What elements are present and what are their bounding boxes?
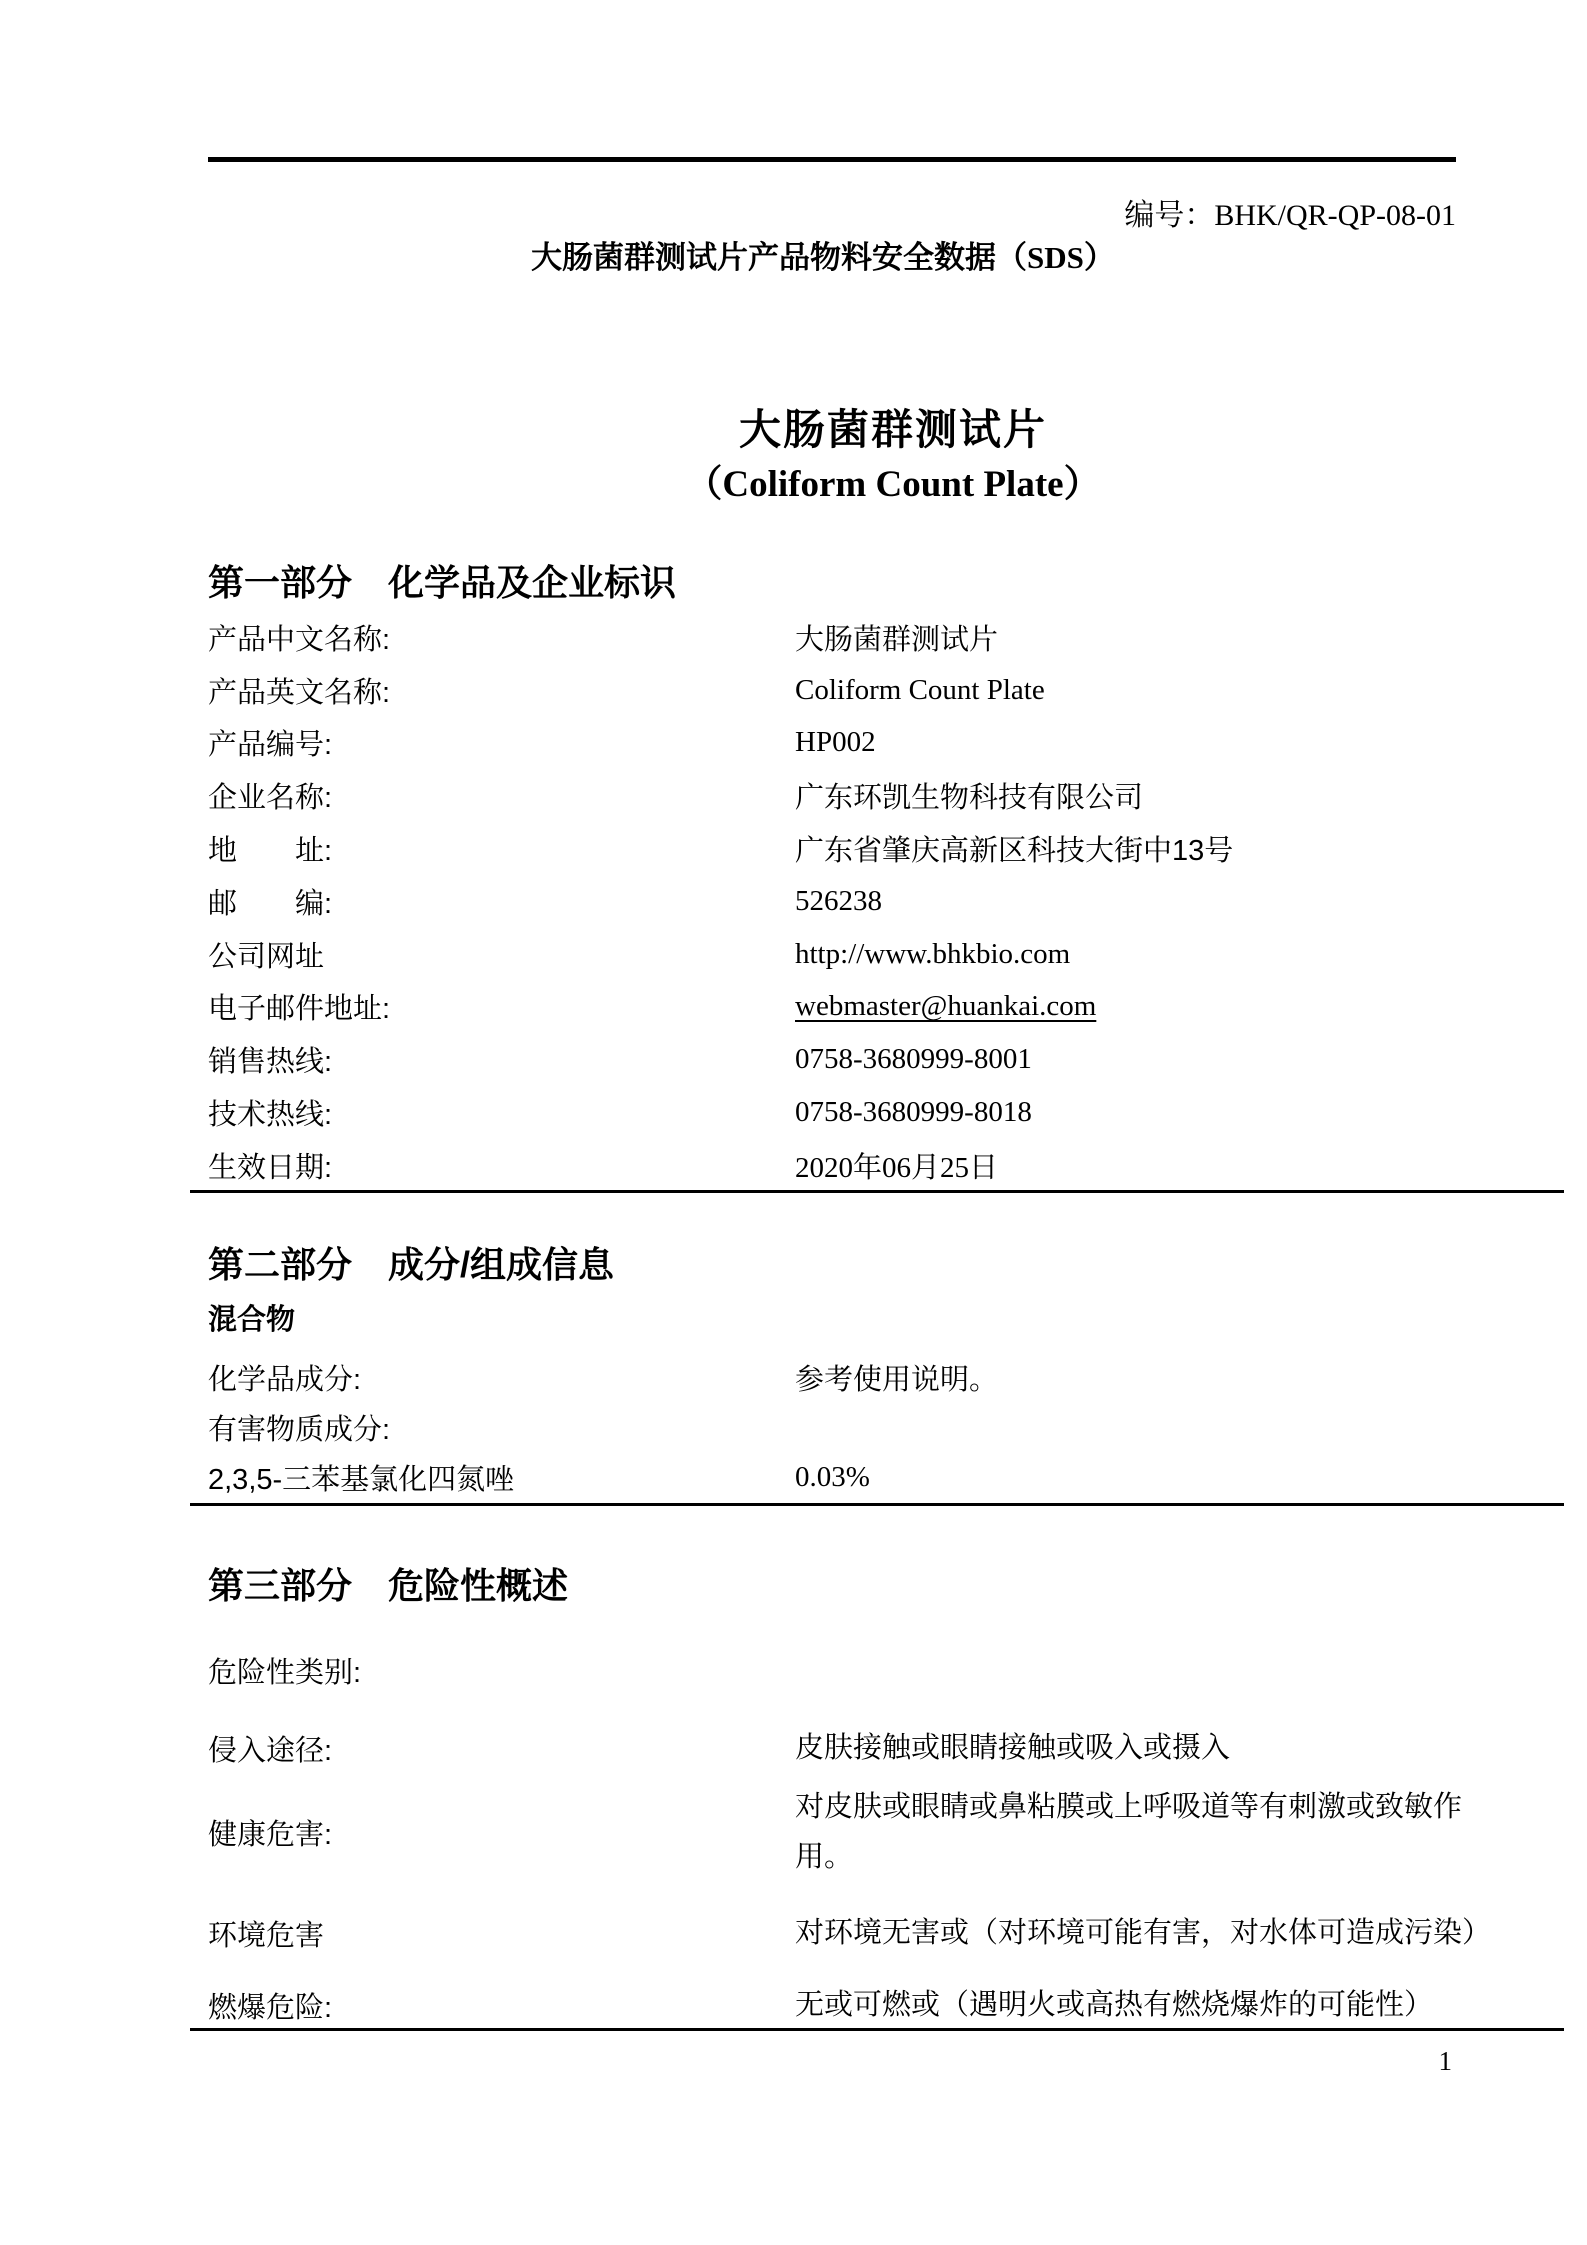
field-row-product-name-en	[208, 664, 1568, 717]
product-title-en: （Coliform Count Plate）	[685, 464, 1101, 505]
field-row-postcode	[208, 875, 1568, 928]
field-label: 燃爆危险:	[208, 1991, 333, 2024]
field-value: HP002	[795, 726, 876, 759]
product-title-cn: 大肠菌群测试片	[738, 406, 1047, 453]
field-row-tech-hotline	[208, 1086, 1568, 1139]
footer-divider	[190, 2028, 1564, 2031]
field-row-effective-date	[208, 1139, 1568, 1192]
field-row-fire-explosion-hazard	[208, 1980, 1568, 2030]
field-row-entry-routes	[208, 1723, 1568, 1773]
field-row-website	[208, 928, 1568, 981]
section1-heading: 第一部分 化学品及企业标识	[208, 562, 677, 603]
field-row-hazardous-components	[208, 1402, 1568, 1452]
section-divider	[190, 1503, 1564, 1506]
field-value: 526238	[795, 884, 882, 917]
field-label: 公司网址	[208, 940, 325, 973]
field-label: 技术热线:	[208, 1099, 333, 1132]
section2-rows	[208, 1352, 1568, 1502]
field-row-environment-hazard	[208, 1908, 1568, 1958]
field-row-hazard-category	[208, 1645, 1568, 1695]
section-divider	[190, 1190, 1564, 1193]
field-value	[795, 1782, 1462, 1882]
title-block	[208, 402, 1578, 512]
field-row-address	[208, 822, 1568, 875]
field-value-line1: 对皮肤或眼睛或鼻粘膜或上呼吸道等有刺激或致敏作	[795, 1791, 1463, 1823]
field-row-ttc-component	[208, 1452, 1568, 1502]
section2-subheading: 混合物	[208, 1304, 296, 1336]
field-label: 产品编号:	[208, 729, 333, 762]
field-value: 2020年06月25日	[795, 1151, 999, 1184]
field-value: 大肠菌群测试片	[795, 623, 999, 656]
field-row-product-code	[208, 717, 1568, 770]
email-link[interactable]: webmaster@huankai.com	[795, 990, 1097, 1023]
field-value: 0758-3680999-8001	[795, 1043, 1032, 1076]
field-value: Coliform Count Plate	[795, 673, 1045, 706]
field-label: 2,3,5-三苯基氯化四氮唑	[208, 1463, 515, 1496]
field-row-health-hazard	[208, 1782, 1568, 1882]
field-label: 生效日期:	[208, 1151, 333, 1184]
header-rule	[208, 157, 1456, 162]
field-value: 0.03%	[795, 1460, 870, 1493]
field-label: 环境危害	[208, 1919, 325, 1952]
section3-heading: 第三部分 危险性概述	[208, 1565, 569, 1606]
field-label: 危险性类别:	[208, 1656, 362, 1689]
doc-subtitle: 大肠菌群测试片产品物料安全数据（SDS）	[531, 240, 1115, 275]
page-number: 1	[1438, 2046, 1452, 2076]
field-row-company-name	[208, 769, 1568, 822]
field-value: 对环境无害或（对环境可能有害，对水体可造成污染）	[795, 1917, 1492, 1949]
field-value: 皮肤接触或眼睛接触或吸入或摄入	[795, 1732, 1231, 1764]
field-label: 邮 编:	[208, 887, 333, 920]
field-value: 0758-3680999-8018	[795, 1096, 1032, 1129]
field-value-line2: 用。	[795, 1841, 854, 1873]
website-url: http://www.bhkbio.com	[795, 937, 1071, 970]
field-value: 无或可燃或（遇明火或高热有燃烧爆炸的可能性）	[795, 1989, 1434, 2021]
field-label: 电子邮件地址:	[208, 993, 391, 1026]
field-value: 广东省肇庆高新区科技大街中13号	[795, 835, 1234, 868]
field-label: 侵入途径:	[208, 1734, 333, 1767]
doc-number: 编号：BHK/QR-QP-08-01	[1124, 199, 1456, 232]
section2-heading: 第二部分 成分/组成信息	[208, 1244, 615, 1285]
field-row-chemical-composition	[208, 1352, 1568, 1402]
field-row-product-name-cn	[208, 611, 1568, 664]
field-label: 产品英文名称:	[208, 676, 391, 709]
field-row-sales-hotline	[208, 1033, 1568, 1086]
field-label: 企业名称:	[208, 782, 333, 815]
field-row-email	[208, 981, 1568, 1034]
field-label: 产品中文名称:	[208, 623, 391, 656]
field-value: 广东环凯生物科技有限公司	[795, 782, 1144, 815]
field-label: 健康危害:	[208, 1818, 333, 1851]
section1-rows	[208, 611, 1568, 1192]
field-label: 销售热线:	[208, 1046, 333, 1079]
field-label: 化学品成分:	[208, 1363, 362, 1396]
field-label: 有害物质成分:	[208, 1413, 391, 1446]
field-value: 参考使用说明。	[795, 1363, 999, 1396]
field-label: 地 址:	[208, 835, 333, 868]
